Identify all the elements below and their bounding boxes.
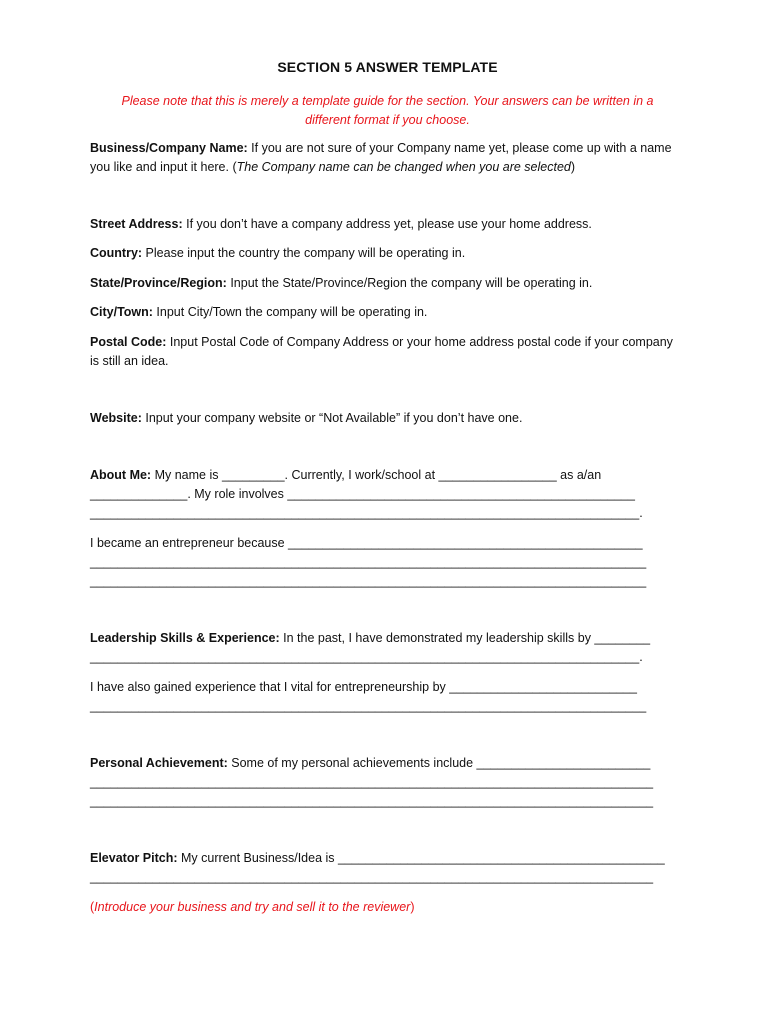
elevator-pitch-note bbox=[90, 898, 690, 917]
country-label: Country: bbox=[90, 246, 143, 260]
leadership-section bbox=[90, 629, 690, 667]
about-me-line: My name is _________. Currently, I work/school at _________________ as a/an bbox=[151, 468, 602, 482]
street-address-instruction: If you don’t have a company address yet, please use your home address. bbox=[182, 217, 592, 231]
page-title: SECTION 5 ANSWER TEMPLATE bbox=[277, 59, 498, 75]
about-me-label: About Me: bbox=[90, 468, 152, 482]
elevator-pitch-line: My current Business/Idea is _______________________________________________ bbox=[177, 851, 665, 865]
experience-line: ________________________________________________________________________________ bbox=[90, 699, 647, 713]
entrepreneur-reason-line: I became an entrepreneur because ___________________________________________________ bbox=[90, 536, 643, 550]
state-field bbox=[90, 274, 690, 293]
elevator-pitch-note-text: Introduce your business and try and sell it to the reviewer bbox=[94, 900, 411, 914]
personal-achievement-line: _________________________________________________________________________________ bbox=[90, 794, 654, 808]
leadership-label: Leadership Skills & Experience: bbox=[90, 631, 280, 645]
elevator-pitch-section bbox=[90, 849, 690, 887]
experience-section bbox=[90, 678, 690, 716]
leadership-line: _______________________________________________________________________________. bbox=[90, 650, 643, 664]
personal-achievement-label: Personal Achievement: bbox=[90, 756, 228, 770]
template-note bbox=[90, 92, 685, 130]
experience-line: I have also gained experience that I vital for entrepreneurship by ___________________________ bbox=[90, 680, 637, 694]
city-label: City/Town: bbox=[90, 305, 153, 319]
leadership-line: In the past, I have demonstrated my leadership skills by ________ bbox=[279, 631, 651, 645]
personal-achievement-section bbox=[90, 754, 690, 811]
business-name-instruction-cont: you like and input it here. ( bbox=[90, 160, 237, 174]
city-field bbox=[90, 303, 690, 322]
elevator-pitch-note-open: ( bbox=[90, 900, 95, 914]
website-instruction: Input your company website or “Not Available” if you don’t have one. bbox=[141, 411, 523, 425]
street-address-field bbox=[90, 215, 690, 234]
postal-code-field bbox=[90, 333, 690, 371]
business-name-italic-note: The Company name can be changed when you are selected bbox=[236, 160, 571, 174]
about-me-section bbox=[90, 466, 690, 523]
state-label: State/Province/Region: bbox=[90, 276, 227, 290]
entrepreneur-reason-section bbox=[90, 534, 690, 591]
elevator-pitch-line: _________________________________________________________________________________ bbox=[90, 870, 654, 884]
personal-achievement-line: Some of my personal achievements include _________________________ bbox=[227, 756, 651, 770]
city-instruction: Input City/Town the company will be operating in. bbox=[152, 305, 428, 319]
template-note-line2: different format if you choose. bbox=[305, 113, 470, 127]
business-name-close-paren: ) bbox=[570, 160, 576, 174]
postal-code-instruction: Input Postal Code of Company Address or your home address postal code if your company bbox=[166, 335, 673, 349]
template-note-line1: Please note that this is merely a template guide for the section. Your answers can be written in a bbox=[121, 94, 654, 108]
postal-code-instruction-cont: is still an idea. bbox=[90, 354, 169, 368]
personal-achievement-line: _________________________________________________________________________________ bbox=[90, 775, 654, 789]
website-field bbox=[90, 409, 690, 428]
about-me-line: ______________. My role involves __________________________________________________ bbox=[90, 487, 635, 501]
business-name-label: Business/Company Name: bbox=[90, 141, 248, 155]
entrepreneur-reason-line: ________________________________________________________________________________ bbox=[90, 574, 647, 588]
country-instruction: Please input the country the company will be operating in. bbox=[142, 246, 466, 260]
website-label: Website: bbox=[90, 411, 142, 425]
country-field bbox=[90, 244, 690, 263]
elevator-pitch-note-close: ) bbox=[410, 900, 415, 914]
postal-code-label: Postal Code: bbox=[90, 335, 167, 349]
about-me-line: _______________________________________________________________________________. bbox=[90, 506, 643, 520]
state-instruction: Input the State/Province/Region the company will be operating in. bbox=[226, 276, 593, 290]
business-name-field bbox=[90, 139, 690, 177]
street-address-label: Street Address: bbox=[90, 217, 183, 231]
business-name-instruction: If you are not sure of your Company name yet, please come up with a name bbox=[247, 141, 672, 155]
entrepreneur-reason-line: ________________________________________________________________________________ bbox=[90, 555, 647, 569]
elevator-pitch-label: Elevator Pitch: bbox=[90, 851, 178, 865]
